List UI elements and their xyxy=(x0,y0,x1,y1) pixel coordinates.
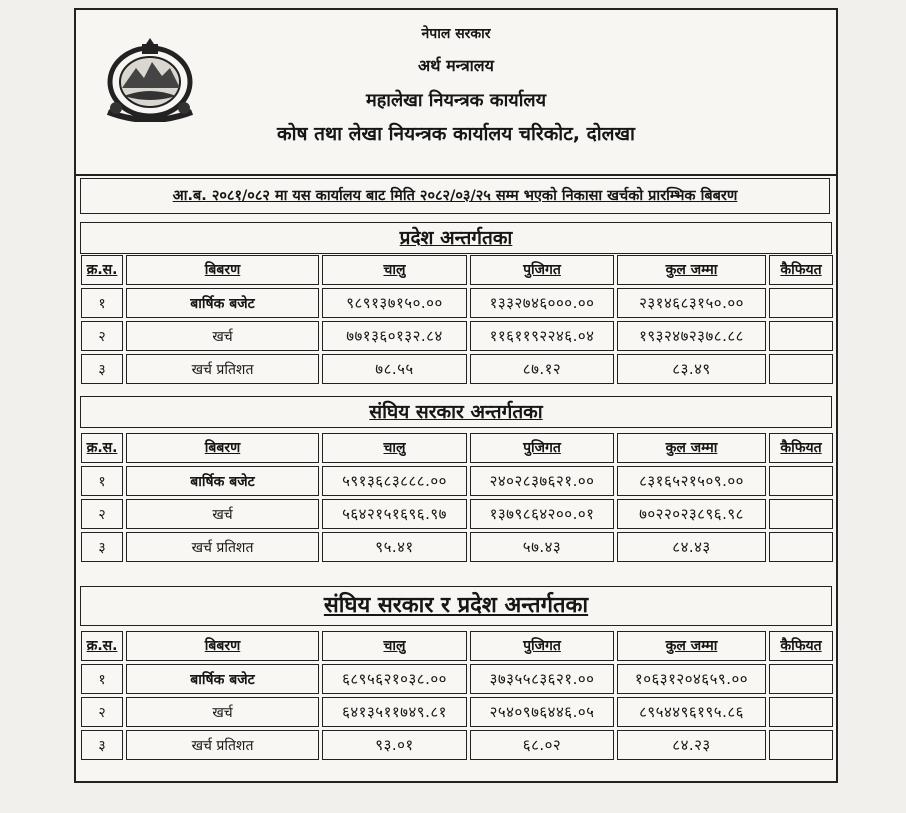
col-header-total: कुल जम्मा xyxy=(617,255,766,285)
col-header-description: बिबरण xyxy=(126,255,319,285)
col-header-remarks: कैफियत xyxy=(769,255,833,285)
col-header-current: चालु xyxy=(322,631,467,661)
cell-capital: ६८.०२ xyxy=(470,730,614,760)
header-line-branch: कोष तथा लेखा नियन्त्रक कार्यालय चरिकोट, दोलखा xyxy=(277,123,635,145)
cell-remarks xyxy=(769,697,833,727)
col-header-total: कुल जम्मा xyxy=(617,631,766,661)
cell-sn: ३ xyxy=(81,354,123,384)
cell-current: ७८.५५ xyxy=(322,354,467,384)
table-row xyxy=(81,321,833,351)
col-header-sn: क्र.स. xyxy=(81,433,123,463)
cell-sn: ३ xyxy=(81,532,123,562)
cell-sn: ३ xyxy=(81,730,123,760)
cell-description: खर्च प्रतिशत xyxy=(126,354,319,384)
section-title-combined: संघिय सरकार र प्रदेश अन्तर्गतका xyxy=(80,586,832,626)
cell-description: खर्च प्रतिशत xyxy=(126,730,319,760)
cell-current: ९३.०१ xyxy=(322,730,467,760)
col-header-capital: पुजिगत xyxy=(470,631,614,661)
cell-remarks xyxy=(769,499,833,529)
table-header-row xyxy=(81,255,833,285)
report-subtitle: आ.ब. २०८१/०८२ मा यस कार्यालय बाट मिति २०८२/०३/२५ सम्म भएको निकासा खर्चको प्रारम्भिक बिबरण xyxy=(80,178,830,214)
cell-sn: १ xyxy=(81,288,123,318)
section-title-federal: संघिय सरकार अन्तर्गतका xyxy=(80,396,832,428)
cell-description: खर्च प्रतिशत xyxy=(126,532,319,562)
cell-description: बार्षिक बजेट xyxy=(126,466,319,496)
cell-capital: ८७.१२ xyxy=(470,354,614,384)
cell-capital: १३३२७४६०००.०० xyxy=(470,288,614,318)
cell-sn: २ xyxy=(81,321,123,351)
section-title-province: प्रदेश अन्तर्गतका xyxy=(80,222,832,254)
cell-capital: १३७९८६४२००.०१ xyxy=(470,499,614,529)
cell-description: बार्षिक बजेट xyxy=(126,288,319,318)
cell-current: ७७१३६०१३२.८४ xyxy=(322,321,467,351)
col-header-current: चालु xyxy=(322,255,467,285)
cell-capital: २४०२८३७६२१.०० xyxy=(470,466,614,496)
cell-capital: ५७.४३ xyxy=(470,532,614,562)
col-header-remarks: कैफियत xyxy=(769,433,833,463)
col-header-description: बिबरण xyxy=(126,631,319,661)
cell-total: ८४.२३ xyxy=(617,730,766,760)
header-line-ministry: अर्थ मन्त्रालय xyxy=(418,56,494,75)
cell-current: ९८९१३७१५०.०० xyxy=(322,288,467,318)
header-line-government: नेपाल सरकार xyxy=(421,26,491,42)
cell-current: ६४१३५११७४९.८१ xyxy=(322,697,467,727)
table-row xyxy=(81,354,833,384)
col-header-sn: क्र.स. xyxy=(81,631,123,661)
cell-current: ५६४२१५१६९६.९७ xyxy=(322,499,467,529)
cell-description: खर्च xyxy=(126,697,319,727)
cell-remarks xyxy=(769,354,833,384)
cell-capital: ११६११९२२४६.०४ xyxy=(470,321,614,351)
cell-remarks xyxy=(769,288,833,318)
cell-remarks xyxy=(769,321,833,351)
cell-remarks xyxy=(769,730,833,760)
col-header-description: बिबरण xyxy=(126,433,319,463)
table-federal xyxy=(78,430,836,565)
cell-capital: २५४०९७६४४६.०५ xyxy=(470,697,614,727)
header-line-office: महालेखा नियन्त्रक कार्यालय xyxy=(365,90,547,111)
table-row xyxy=(81,499,833,529)
cell-capital: ३७३५५८३६२१.०० xyxy=(470,664,614,694)
cell-description: खर्च xyxy=(126,321,319,351)
table-row xyxy=(81,532,833,562)
table-province xyxy=(78,252,836,387)
cell-description: बार्षिक बजेट xyxy=(126,664,319,694)
cell-total: ७०२२०२३८९६.९८ xyxy=(617,499,766,529)
table-row xyxy=(81,288,833,318)
cell-current: ५९१३६८३८८८.०० xyxy=(322,466,467,496)
cell-remarks xyxy=(769,664,833,694)
cell-sn: २ xyxy=(81,697,123,727)
table-header-row xyxy=(81,433,833,463)
cell-description: खर्च xyxy=(126,499,319,529)
cell-total: ८३१६५२१५०९.०० xyxy=(617,466,766,496)
col-header-sn: क्र.स. xyxy=(81,255,123,285)
col-header-total: कुल जम्मा xyxy=(617,433,766,463)
cell-sn: १ xyxy=(81,664,123,694)
cell-total: १९३२४७२३७८.८८ xyxy=(617,321,766,351)
cell-sn: १ xyxy=(81,466,123,496)
col-header-current: चालु xyxy=(322,433,467,463)
table-row xyxy=(81,697,833,727)
col-header-capital: पुजिगत xyxy=(470,433,614,463)
cell-total: ८४.४३ xyxy=(617,532,766,562)
table-row xyxy=(81,466,833,496)
cell-current: ९५.४१ xyxy=(322,532,467,562)
cell-total: १०६३१२०४६५९.०० xyxy=(617,664,766,694)
cell-total: ८३.४९ xyxy=(617,354,766,384)
cell-sn: २ xyxy=(81,499,123,529)
col-header-capital: पुजिगत xyxy=(470,255,614,285)
document-sheet xyxy=(74,8,838,783)
cell-total: ८९५४४९६१९५.८६ xyxy=(617,697,766,727)
cell-total: २३१४६८३१५०.०० xyxy=(617,288,766,318)
table-row xyxy=(81,664,833,694)
col-header-remarks: कैफियत xyxy=(769,631,833,661)
table-combined xyxy=(78,628,836,763)
cell-current: ६८९५६२१०३८.०० xyxy=(322,664,467,694)
cell-remarks xyxy=(769,532,833,562)
cell-remarks xyxy=(769,466,833,496)
table-row xyxy=(81,730,833,760)
table-header-row xyxy=(81,631,833,661)
letterhead xyxy=(76,10,836,176)
